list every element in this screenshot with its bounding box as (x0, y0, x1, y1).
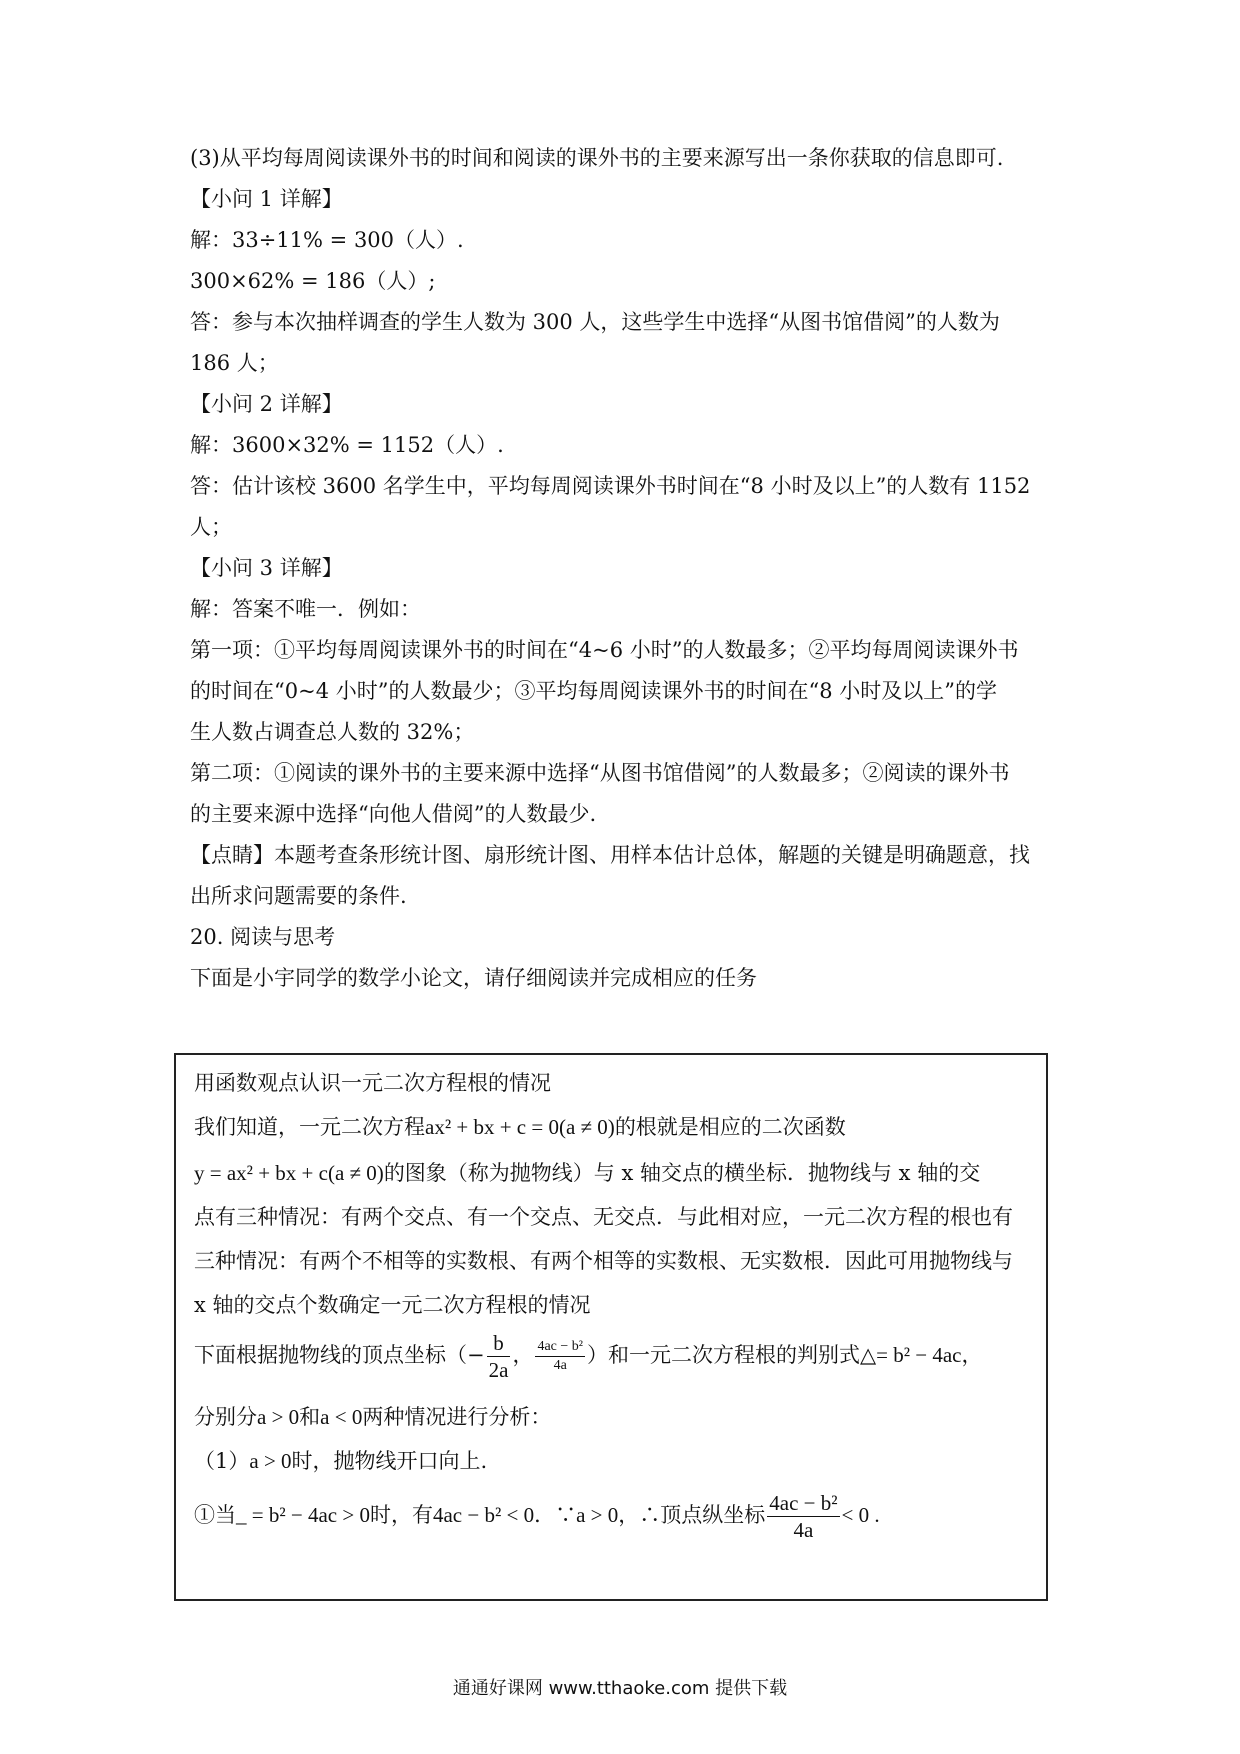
math-expression: a > 0 (257, 1405, 300, 1429)
essay-text: 的根就是相应的二次函数 (614, 1115, 846, 1139)
text-line: 答：参与本次抽样调查的学生人数为 300 人，这些学生中选择“从图书馆借阅”的人数为 (190, 310, 1000, 334)
math-expression: 4ac − b² < 0 (432, 1503, 535, 1527)
text-line: 人； (190, 515, 232, 539)
math-expression: a > 0 (576, 1503, 619, 1527)
text-line: 解：答案不唯一．例如： (190, 597, 421, 621)
essay-line: x 轴的交点个数确定一元二次方程根的情况 (194, 1293, 591, 1317)
essay-line (194, 1325, 983, 1385)
fraction-numerator: 4ac − b² (535, 1338, 585, 1357)
text-line: 【点睛】本题考查条形统计图、扇形统计图、用样本估计总体，解题的关键是明确题意，找 (190, 843, 1030, 867)
essay-text: 时，抛物线开口向上. (291, 1449, 488, 1473)
fraction-numerator: 4ac − b² (769, 1491, 838, 1515)
text-line: 第一项：①平均每周阅读课外书的时间在“4~6 小时”的人数最多；②平均每周阅读课外书 (190, 638, 1019, 662)
text-line: (3)从平均每周阅读课外书的时间和阅读的课外书的主要来源写出一条你获取的信息即可. (190, 146, 1004, 170)
essay-text: ①当 (194, 1503, 236, 1527)
essay-text: 下面根据抛物线的顶点坐标（− (194, 1343, 485, 1367)
essay-line: 三种情况：有两个不相等的实数根、有两个相等的实数根、无实数根．因此可用抛物线与 (194, 1249, 1013, 1273)
text-line: 186 人； (190, 351, 279, 375)
text-line: 下面是小宇同学的数学小论文，请仔细阅读并完成相应的任务 (190, 966, 757, 990)
fraction-denominator: 4a (553, 1358, 567, 1373)
math-expression: △= b² − 4ac (859, 1343, 962, 1367)
fraction (487, 1330, 511, 1383)
text-line: 的主要来源中选择“向他人借阅”的人数最少. (190, 802, 597, 826)
essay-text: ， (961, 1343, 983, 1367)
essay-text: ）和一元二次方程根的判别式 (586, 1343, 860, 1367)
essay-text: （1） (194, 1449, 250, 1473)
fraction (767, 1490, 839, 1543)
fraction-denominator: 2a (488, 1358, 509, 1382)
fraction (535, 1338, 585, 1375)
text-line: 第二项：①阅读的课外书的主要来源中选择“从图书馆借阅”的人数最多；②阅读的课外书 (190, 761, 1010, 785)
math-expression: < 0 . (841, 1503, 880, 1527)
text-line: 300×62% = 186（人）; (190, 269, 436, 293)
essay-line (194, 1113, 846, 1141)
essay-text: 的图象（称为抛物线）与 x 轴交点的横坐标．抛物线与 x 轴的交 (383, 1161, 981, 1185)
essay-text: ．∵ (534, 1503, 577, 1527)
essay-line (194, 1447, 487, 1475)
math-expression: a > 0 (249, 1449, 292, 1473)
essay-title: 用函数观点认识一元二次方程根的情况 (194, 1071, 551, 1095)
fraction-numerator: b (487, 1330, 511, 1357)
essay-text: 两种情况进行分析： (362, 1405, 552, 1429)
math-expression: y = ax² + bx + c(a ≠ 0) (194, 1161, 384, 1185)
essay-text: 时，有 (369, 1503, 433, 1527)
essay-text: 和 (299, 1405, 321, 1429)
text-line: 生人数占调查总人数的 32%； (190, 720, 475, 744)
text-line: 出所求问题需要的条件. (190, 884, 407, 908)
essay-line (194, 1159, 980, 1187)
essay-line (194, 1403, 551, 1431)
math-expression: _ = b² − 4ac > 0 (236, 1503, 370, 1527)
essay-line: 点有三种情况：有两个交点、有一个交点、无交点．与此相对应，一元二次方程的根也有 (194, 1205, 1013, 1229)
page-footer: 通通好课网 www.tthaoke.com 提供下载 (452, 1678, 788, 1699)
essay-text: ， (512, 1343, 534, 1367)
text-line: 的时间在“0~4 小时”的人数最少；③平均每周阅读课外书的时间在“8 小时及以上”的学 (190, 679, 997, 703)
text-line: 解：3600×32% = 1152（人）. (190, 433, 504, 457)
section-heading: 【小问 3 详解】 (190, 556, 343, 580)
essay-text: ，∴顶点纵坐标 (618, 1503, 766, 1527)
section-heading: 【小问 2 详解】 (190, 392, 343, 416)
essay-line (194, 1483, 880, 1547)
essay-text: 我们知道，一元二次方程 (194, 1115, 425, 1139)
question-title: 20. 阅读与思考 (190, 925, 336, 949)
essay-text: 分别分 (194, 1405, 257, 1429)
essay-box (174, 1053, 1048, 1601)
text-line: 解：33÷11% = 300（人）. (190, 228, 464, 252)
section-heading: 【小问 1 详解】 (190, 187, 343, 211)
fraction-denominator: 4a (793, 1518, 814, 1542)
math-expression: ax² + bx + c = 0(a ≠ 0) (425, 1115, 615, 1139)
text-line: 答：估计该校 3600 名学生中，平均每周阅读课外书时间在“8 小时及以上”的人数有 1152 (190, 474, 1031, 498)
math-expression: a < 0 (320, 1405, 363, 1429)
